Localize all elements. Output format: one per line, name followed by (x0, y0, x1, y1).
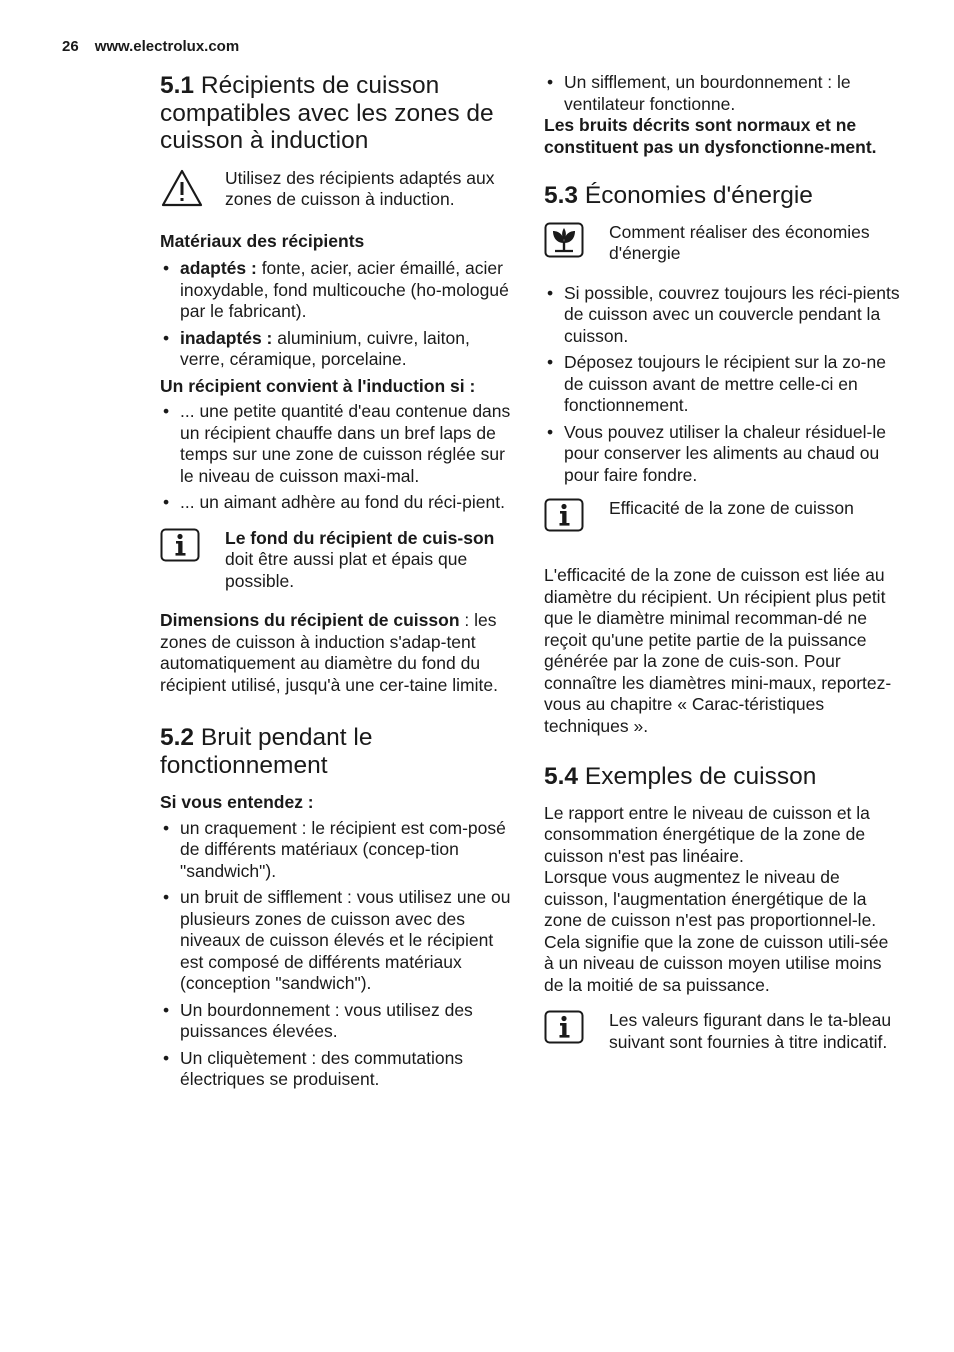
info-icon (544, 1010, 588, 1049)
section-5-4-title: 5.4 Exemples de cuisson (544, 763, 817, 790)
list-item: • inadaptés : aluminium, cuivre, laiton, verre, céramique, porcelaine. (163, 327, 470, 369)
left-column (160, 72, 512, 1096)
efficiency-paragraph: L'efficacité de la zone de cuisson est liée au diamètre du récipient. Un récipient plus petit que le diamètre minimal recomman-dé ne reçoit qu'une petite partie de la puissance générée par la zone de cuis-son. Pour connaître les diamètres mini-maux, reportez-vous au chapitre « Carac-téristiques techniques ». (544, 565, 892, 736)
list-item: • un craquement : le récipient est com-posé de différents matériaux (concep-tion "sandwich"). (163, 817, 506, 881)
info-note-bottom (160, 528, 512, 593)
cooking-paragraph-3: Cela signifie que la zone de cuisson utili-sée à un niveau de cuisson moyen utilise moins de la moitié de sa puissance. (544, 931, 889, 995)
list-item: • Un cliquètement : des commutations électriques se produisent. (163, 1047, 464, 1089)
values-note-text: Les valeurs figurant dans le ta-bleau suivant sont fournies à titre indicatif. (609, 1010, 892, 1052)
section-5-1-title: 5.1 Récipients de cuisson compatibles avec les zones de cuisson à induction (160, 72, 494, 154)
right-column (544, 72, 900, 1053)
warning-text: Utilisez des récipients adaptés aux zones de cuisson à induction. (225, 167, 495, 209)
values-note (544, 1010, 900, 1053)
info-text: Le fond du récipient de cuis-son doit être aussi plat et épais que possible. (225, 527, 495, 591)
warning-note (160, 168, 512, 213)
list-item: • ... une petite quantité d'eau contenue dans un récipient chauffe dans un bref laps de temps sur une zone de cuisson réglée sur le niveau de cuisson maxi-mal. (163, 401, 511, 486)
materials-list (160, 258, 512, 371)
noise-list (160, 818, 512, 1091)
list-item: • Si possible, couvrez toujours les réci-pients de cuisson avec un couvercle pendant la cuisson. (547, 282, 900, 346)
efficiency-note (544, 498, 900, 537)
eco-leaf-icon (544, 222, 588, 263)
page-header (62, 38, 239, 55)
list-item: • un bruit de sifflement : vous utilisez une ou plusieurs zones de cuisson avec des niveaux de cuisson élevés et le récipient est composé de différents matériaux (conception "sandwich"). (163, 887, 511, 993)
noise-normal-text: Les bruits décrits sont normaux et ne constituent pas un dysfonctionne-ment. (544, 115, 877, 157)
section-5-2-title: 5.2 Bruit pendant le fonctionnement (160, 724, 373, 779)
noise-list-continued (544, 72, 900, 115)
section-5-3-title: 5.3 Économies d'énergie (544, 182, 813, 209)
materials-heading: Matériaux des récipients (160, 230, 365, 251)
dimensions-paragraph: Dimensions du récipient de cuisson : les zones de cuisson à induction s'adap-tent automatiquement au diamètre du fond du récipient utilisé, jusqu'à une cer-taine limite. (160, 610, 498, 695)
eco-note-text: Comment réaliser des économies d'énergie (609, 221, 870, 263)
list-item: • Un bourdonnement : vous utilisez des puissances élevées. (163, 999, 473, 1041)
list-item: • Déposez toujours le récipient sur la zo-ne de cuisson avant de mettre celle-ci en fonctionnement. (547, 352, 886, 415)
list-item: • Un sifflement, un bourdonnement : le ventilateur fonctionne. (547, 72, 851, 114)
cooking-paragraph-2: Lorsque vous augmentez le niveau de cuisson, l'augmentation énergétique de la zone de cuisson n'est pas proportionnel-le. (544, 867, 877, 930)
list-item: • adaptés : fonte, acier, acier émaillé, acier inoxydable, fond multicouche (ho-mologué par le fabricant). (163, 258, 509, 321)
page-number: 26 (62, 38, 79, 55)
info-icon (160, 528, 204, 567)
cooking-paragraph-1: Le rapport entre le niveau de cuisson et la consommation énergétique de la zone de cuisson n'est pas linéaire. (544, 802, 870, 866)
info-icon (544, 498, 588, 537)
induction-list (160, 401, 512, 514)
eco-note (544, 222, 900, 265)
induction-heading: Un récipient convient à l'induction si : (160, 375, 476, 396)
list-item: • ... un aimant adhère au fond du réci-pient. (163, 492, 505, 512)
list-item: • Vous pouvez utiliser la chaleur résiduel-le pour conserver les aliments au chaud ou pour faire fondre. (547, 421, 886, 485)
eco-list (544, 283, 900, 487)
site-url[interactable]: www.electrolux.com (94, 38, 240, 55)
noise-heading: Si vous entendez : (160, 792, 314, 812)
efficiency-note-text: Efficacité de la zone de cuisson (609, 498, 854, 518)
warning-icon (160, 168, 204, 213)
